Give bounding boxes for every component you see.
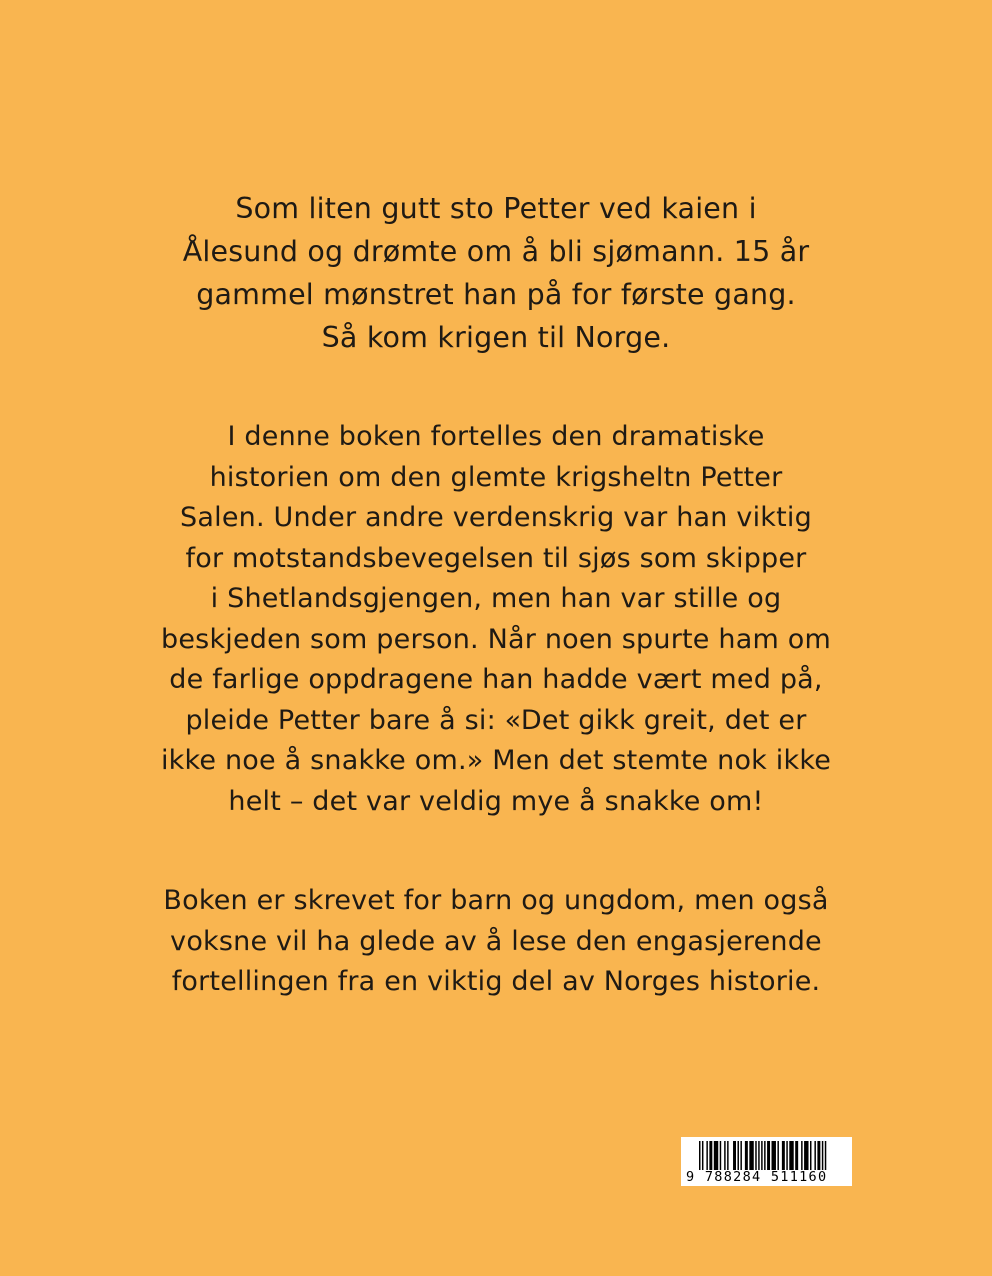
barcode-bar-20 — [782, 1141, 785, 1170]
barcode-bar-21 — [786, 1141, 787, 1170]
barcode-bar-29 — [822, 1141, 823, 1170]
barcode-bar-25 — [804, 1141, 808, 1170]
barcode-bar-17 — [767, 1141, 770, 1170]
barcode-bar-3 — [709, 1141, 712, 1170]
barcode-bar-26 — [810, 1141, 811, 1170]
barcode-bar-30 — [825, 1141, 826, 1170]
blurb-line: voksne vil ha glede av å lese den engasjerende — [170, 925, 822, 957]
blurb-line: gammel mønstret han på for første gang. — [196, 278, 796, 311]
blurb-line: Salen. Under andre verdenskrig var han viktig — [180, 502, 812, 533]
barcode-bar-10 — [740, 1141, 741, 1170]
barcode-bar-18 — [772, 1141, 776, 1170]
barcode-bar-5 — [720, 1141, 721, 1170]
barcode-bar-16 — [764, 1141, 765, 1170]
barcode-bar-2 — [706, 1141, 707, 1170]
barcode-bar-19 — [777, 1141, 778, 1170]
barcode-bar-6 — [724, 1141, 725, 1170]
barcode-bar-13 — [755, 1141, 756, 1170]
blurb-paragraph-intro — [96, 187, 896, 359]
barcode-bar-7 — [727, 1141, 728, 1170]
blurb-line: Som liten gutt sto Petter ved kaien i — [235, 192, 757, 225]
barcode-bar-12 — [749, 1141, 753, 1170]
barcode-bar-23 — [795, 1141, 798, 1170]
barcode-bar-27 — [814, 1141, 815, 1170]
blurb-line: Boken er skrevet for barn og ungdom, men også — [163, 885, 829, 916]
blurb-line: for motstandsbevegelsen til sjøs som skipper — [185, 542, 807, 574]
barcode-bar-1 — [702, 1141, 703, 1170]
blurb-line: historien om den glemte krigsheltn Petter — [209, 461, 783, 493]
blurb-line: Så kom krigen til Norge. — [321, 321, 671, 354]
blurb-paragraph-story — [96, 417, 896, 822]
barcode-bar-4 — [714, 1141, 718, 1170]
barcode-bar-8 — [733, 1141, 736, 1170]
blurb-line: beskjeden som person. Når noen spurte ham om — [161, 623, 831, 655]
barcode-bar-14 — [758, 1141, 759, 1170]
blurb-line: helt – det var veldig mye å snakke om! — [228, 785, 764, 817]
blurb-line: I denne boken fortelles den dramatiske — [227, 421, 765, 452]
back-cover-blurb — [96, 187, 896, 1003]
barcode-digits: 9 788284 511160 — [686, 1169, 828, 1185]
blurb-paragraph-audience — [96, 881, 896, 1003]
barcode-bar-11 — [745, 1141, 748, 1170]
blurb-line: de farlige oppdragene han hadde vært med på, — [169, 664, 823, 695]
barcode-bar-9 — [737, 1141, 738, 1170]
blurb-line: pleide Petter bare å si: «Det gikk greit, det er — [185, 704, 807, 736]
barcode-bar-15 — [761, 1141, 762, 1170]
barcode-bar-22 — [789, 1141, 793, 1170]
barcode-bar-0 — [699, 1141, 700, 1170]
blurb-line: Ålesund og drømte om å bli sjømann. 15 år — [182, 235, 810, 268]
blurb-line: fortellingen fra en viktig del av Norges historie. — [171, 966, 821, 997]
isbn-barcode — [681, 1137, 852, 1186]
barcode-bar-28 — [817, 1141, 820, 1170]
barcode-bar-24 — [801, 1141, 802, 1170]
blurb-line: ikke noe å snakke om.» Men det stemte nok ikke — [160, 745, 832, 776]
blurb-line: i Shetlandsgjengen, men han var stille og — [210, 583, 782, 614]
